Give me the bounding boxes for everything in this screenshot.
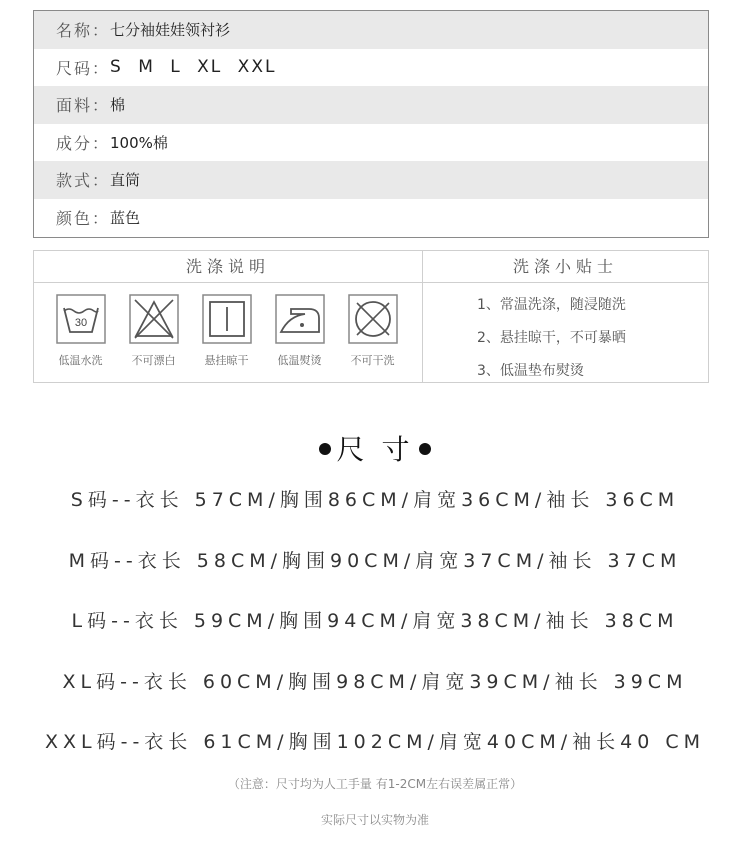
icon-caption: 不可干洗 — [350, 354, 395, 367]
actual-size-note: 实际尺寸以实物为准 — [320, 813, 429, 827]
wash-tip: 3、低温垫布熨烫 — [477, 363, 584, 379]
wash-section — [33, 250, 709, 383]
info-row-color — [34, 199, 708, 237]
wash-icon-cell — [190, 294, 263, 368]
bullet-dot — [419, 443, 431, 455]
info-value: 七分袖娃娃领衬衫 — [110, 21, 231, 40]
size-line-l: L码--衣长 59CM/胸围94CM/肩宽38CM/袖长 38CM — [71, 610, 679, 632]
no-dry-clean-icon — [348, 294, 398, 344]
wash-instructions-panel — [34, 251, 423, 382]
svg-text:30: 30 — [74, 317, 87, 329]
size-section-title — [0, 428, 750, 468]
hang-dry-icon — [202, 294, 252, 344]
wash-tip: 1、常温洗涤，随浸随洗 — [477, 297, 626, 313]
wash-icon-cell — [336, 294, 409, 368]
no-bleach-icon — [129, 294, 179, 344]
info-value: 100%棉 — [110, 133, 168, 152]
icon-caption: 悬挂晾干 — [204, 354, 249, 367]
info-label: 面料： — [56, 96, 111, 116]
wash-tips-panel — [423, 251, 708, 382]
info-row-style — [34, 161, 708, 199]
size-line-xl: XL码--衣长 60CM/胸围98CM/肩宽39CM/袖长 39CM — [62, 671, 688, 693]
wash-tip: 2、悬挂晾干，不可暴晒 — [477, 330, 626, 346]
info-label: 颜色： — [56, 208, 111, 228]
info-value: S M L XL XXL — [110, 57, 277, 78]
size-title-text: 尺 寸 — [336, 433, 414, 466]
info-value: 蓝色 — [110, 208, 141, 227]
info-label: 尺码： — [56, 58, 111, 78]
wash-icon-cell — [44, 294, 117, 368]
info-label: 款式： — [56, 171, 111, 191]
low-iron-icon — [275, 294, 325, 344]
size-line-m: M码--衣长 58CM/胸围90CM/肩宽37CM/袖长 37CM — [68, 550, 682, 572]
measurement-note: （注意：尺寸均为人工手量 有1-2CM左右误差属正常） — [227, 777, 523, 791]
wash-tips-title: 洗涤小贴士 — [423, 251, 708, 283]
info-label: 名称： — [56, 21, 111, 41]
size-line-xxl: XXL码--衣长 61CM/胸围102CM/肩宽40CM/袖长40 CM — [44, 731, 706, 753]
product-info-table — [33, 10, 709, 238]
info-row-composition — [34, 124, 708, 162]
info-label: 成分： — [56, 133, 111, 153]
wash-30-icon — [56, 294, 106, 344]
bullet-dot — [319, 443, 331, 455]
size-line-s: S码--衣长 57CM/胸围86CM/肩宽36CM/袖长 36CM — [70, 489, 680, 511]
info-row-fabric — [34, 86, 708, 124]
wash-instructions-title: 洗涤说明 — [34, 251, 422, 283]
icon-caption: 低温水洗 — [58, 354, 103, 367]
info-row-name — [34, 11, 708, 49]
info-value: 直筒 — [110, 171, 141, 190]
icon-caption: 低温熨烫 — [277, 354, 322, 367]
wash-icon-cell — [117, 294, 190, 368]
wash-icon-cell — [263, 294, 336, 368]
info-row-size — [34, 49, 708, 87]
info-value: 棉 — [110, 96, 126, 115]
icon-caption: 不可漂白 — [131, 354, 176, 367]
